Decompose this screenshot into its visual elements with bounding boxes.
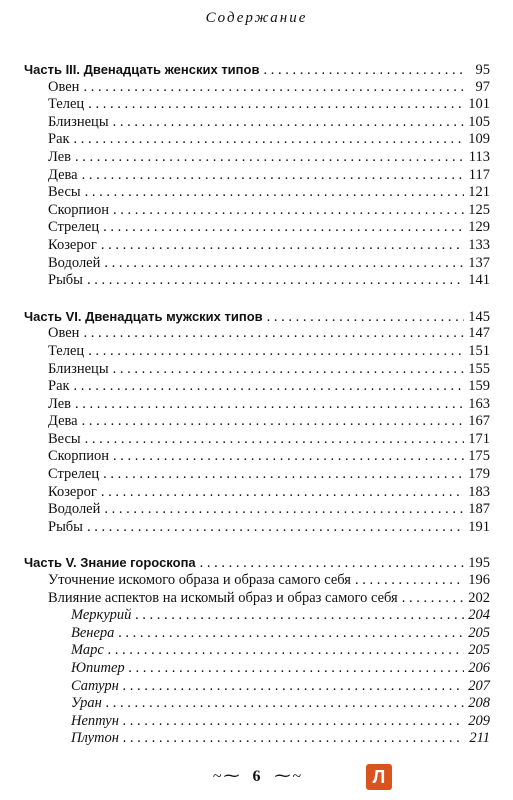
leader-dots xyxy=(101,484,464,502)
toc-part-title: Часть VI. Двенадцать мужских типов xyxy=(24,308,263,324)
leader-dots xyxy=(402,590,464,608)
toc-entry xyxy=(24,114,490,132)
toc-page-number: 167 xyxy=(468,413,490,430)
leader-dots xyxy=(113,361,464,379)
toc-entry-title: Влияние аспектов на искомый образ и образ самого себя xyxy=(48,589,398,606)
toc-entry-title: Скорпион xyxy=(48,448,110,465)
toc-entry xyxy=(24,413,490,431)
toc-subentry xyxy=(24,642,490,660)
toc-entry-title: Стрелец xyxy=(48,466,100,483)
leader-dots xyxy=(106,695,464,713)
toc-entry-title: Телец xyxy=(48,96,85,113)
leader-dots xyxy=(104,501,464,519)
page-number: 6 xyxy=(252,768,261,785)
leader-dots xyxy=(74,378,464,396)
toc-entry xyxy=(24,501,490,519)
toc-entry-title: Лев xyxy=(48,395,72,412)
toc-subentry xyxy=(24,625,490,643)
toc-entry-title: Козерог xyxy=(48,236,97,253)
toc-entry xyxy=(24,272,490,290)
toc-entry xyxy=(24,448,490,466)
toc-page-number: 133 xyxy=(468,236,490,253)
leader-dots xyxy=(123,678,464,696)
leader-dots xyxy=(103,219,464,237)
toc-page-number: 205 xyxy=(468,642,490,659)
toc-page-number: 175 xyxy=(468,448,490,465)
toc-page-number: 125 xyxy=(468,201,490,218)
toc-page-number: 159 xyxy=(468,378,490,395)
toc-subentry xyxy=(24,730,490,748)
toc-entry-title: Дева xyxy=(48,166,78,183)
toc-page-number: 151 xyxy=(468,342,490,359)
leader-dots xyxy=(103,466,464,484)
toc-subentry-title: Сатурн xyxy=(71,677,119,694)
leader-dots xyxy=(113,202,464,220)
toc-entry-title: Овен xyxy=(48,325,80,342)
toc-page-number: 208 xyxy=(468,695,490,712)
leader-dots xyxy=(108,642,464,660)
toc-subentry-title: Юпитер xyxy=(71,660,125,676)
toc-subentry-title: Плутон xyxy=(71,730,119,747)
publisher-logo-badge: Л xyxy=(366,764,392,790)
toc-page-number: 209 xyxy=(468,712,490,729)
toc-entry xyxy=(24,431,490,449)
toc-page-number: 121 xyxy=(468,184,490,201)
leader-dots xyxy=(82,413,464,431)
toc-subentry xyxy=(24,678,490,696)
toc-part-heading xyxy=(24,61,490,79)
toc-page-number: 163 xyxy=(468,395,490,412)
toc-subentry xyxy=(24,713,490,731)
toc-entry-title: Водолей xyxy=(48,501,101,518)
toc-entry xyxy=(24,378,490,396)
toc-entry xyxy=(24,572,490,590)
toc-entry xyxy=(24,79,490,97)
toc-entry-title: Рак xyxy=(48,131,70,148)
toc-entry-title: Весы xyxy=(48,430,81,447)
toc-entry xyxy=(24,484,490,502)
toc-part-title: Часть V. Знание гороскопа xyxy=(24,555,196,571)
toc-entry xyxy=(24,396,490,414)
leader-dots xyxy=(355,572,464,590)
toc-entry xyxy=(24,202,490,220)
toc-page-number: 109 xyxy=(468,131,490,148)
toc-entry-title: Стрелец xyxy=(48,219,100,236)
toc-page-number: 145 xyxy=(468,308,490,325)
toc-part-title: Часть III. Двенадцать женских типов xyxy=(24,62,260,77)
toc-entry xyxy=(24,237,490,255)
toc-entry-title: Водолей xyxy=(48,254,101,271)
toc-entry xyxy=(24,361,490,379)
leader-dots xyxy=(85,184,464,202)
toc-page-number: 171 xyxy=(468,430,490,447)
section-spacer xyxy=(24,536,490,554)
leader-dots xyxy=(123,713,464,731)
leader-dots xyxy=(267,309,464,327)
toc-entry xyxy=(24,519,490,537)
leader-dots xyxy=(113,114,464,132)
leader-dots xyxy=(135,607,464,625)
page-title: Содержание xyxy=(205,10,308,26)
toc-entry xyxy=(24,590,490,608)
toc-entry-title: Рыбы xyxy=(48,272,83,289)
toc-entry-title: Телец xyxy=(48,342,85,359)
toc-subentry-title: Меркурий xyxy=(71,607,132,624)
toc-page-number: 205 xyxy=(468,624,490,641)
toc-subentry-title: Венера xyxy=(71,624,115,641)
toc-entry-title: Лев xyxy=(48,148,72,165)
toc-entry-title: Близнецы xyxy=(48,113,109,130)
toc-page-number: 137 xyxy=(468,254,490,271)
toc-page-number: 204 xyxy=(468,607,490,624)
toc-page-number: 141 xyxy=(468,272,490,289)
toc-entry xyxy=(24,149,490,167)
toc-page-number: 211 xyxy=(469,730,490,747)
leader-dots xyxy=(87,519,464,537)
toc-page-number: 117 xyxy=(468,166,490,183)
toc-subentry xyxy=(24,607,490,625)
toc-entry-title: Скорпион xyxy=(48,201,110,218)
toc-page-number: 95 xyxy=(475,62,490,78)
toc-subentry-title: Марс xyxy=(71,642,104,659)
toc-entry xyxy=(24,96,490,114)
leader-dots xyxy=(88,96,464,114)
toc-entry xyxy=(24,255,490,273)
toc-page-number: 179 xyxy=(468,466,490,483)
toc-subentry-title: Уран xyxy=(71,695,102,712)
ornament-left: ~ ⁓ xyxy=(212,768,239,785)
toc-entry xyxy=(24,343,490,361)
toc-subentry-title: Нептун xyxy=(71,712,119,729)
toc-part-heading xyxy=(24,308,490,326)
leader-dots xyxy=(123,730,464,748)
toc-entry-title: Весы xyxy=(48,184,81,201)
leader-dots xyxy=(75,149,464,167)
toc-entry-title: Близнецы xyxy=(48,360,109,377)
leader-dots xyxy=(263,62,464,80)
toc-entry xyxy=(24,466,490,484)
leader-dots xyxy=(83,79,464,97)
toc-part-heading xyxy=(24,554,490,572)
toc-entry xyxy=(24,184,490,202)
toc-page-number: 195 xyxy=(468,555,490,572)
page-footer xyxy=(0,766,513,786)
toc-entry xyxy=(24,219,490,237)
leader-dots xyxy=(200,555,464,573)
toc-page-number: 202 xyxy=(468,589,490,606)
toc-entry-title: Рак xyxy=(48,378,70,395)
toc-entry-title: Овен xyxy=(48,78,80,95)
leader-dots xyxy=(129,660,464,678)
toc-entry-title: Козерог xyxy=(48,483,97,500)
toc-page-number: 155 xyxy=(468,360,490,377)
toc-page-number: 191 xyxy=(468,518,490,535)
toc-entry xyxy=(24,167,490,185)
leader-dots xyxy=(88,343,464,361)
toc-subentry xyxy=(24,695,490,713)
toc-subentry xyxy=(24,660,490,678)
leader-dots xyxy=(87,272,464,290)
toc-page-number: 183 xyxy=(468,483,490,500)
toc-page-number: 196 xyxy=(468,572,490,589)
table-of-contents xyxy=(24,61,490,748)
leader-dots xyxy=(75,396,464,414)
toc-page-number: 206 xyxy=(468,660,490,676)
leader-dots xyxy=(104,255,464,273)
section-spacer xyxy=(24,290,490,308)
leader-dots xyxy=(118,625,464,643)
leader-dots xyxy=(82,167,464,185)
leader-dots xyxy=(101,237,464,255)
toc-page-number: 97 xyxy=(475,78,490,95)
toc-entry-title: Уточнение искомого образа и образа самого себя xyxy=(48,572,351,589)
toc-entry-title: Дева xyxy=(48,413,78,430)
toc-entry xyxy=(24,131,490,149)
toc-page-number: 207 xyxy=(468,677,490,694)
toc-entry-title: Рыбы xyxy=(48,518,83,535)
ornament-right: ⁓ ~ xyxy=(274,768,301,785)
leader-dots xyxy=(74,131,464,149)
toc-page-number: 187 xyxy=(468,501,490,518)
leader-dots xyxy=(83,325,464,343)
leader-dots xyxy=(113,448,464,466)
toc-page-number: 113 xyxy=(468,148,490,165)
toc-page-number: 105 xyxy=(468,113,490,130)
leader-dots xyxy=(85,431,464,449)
toc-page-number: 147 xyxy=(468,325,490,342)
toc-page-number: 129 xyxy=(468,219,490,236)
toc-page-number: 101 xyxy=(468,96,490,113)
toc-entry xyxy=(24,325,490,343)
